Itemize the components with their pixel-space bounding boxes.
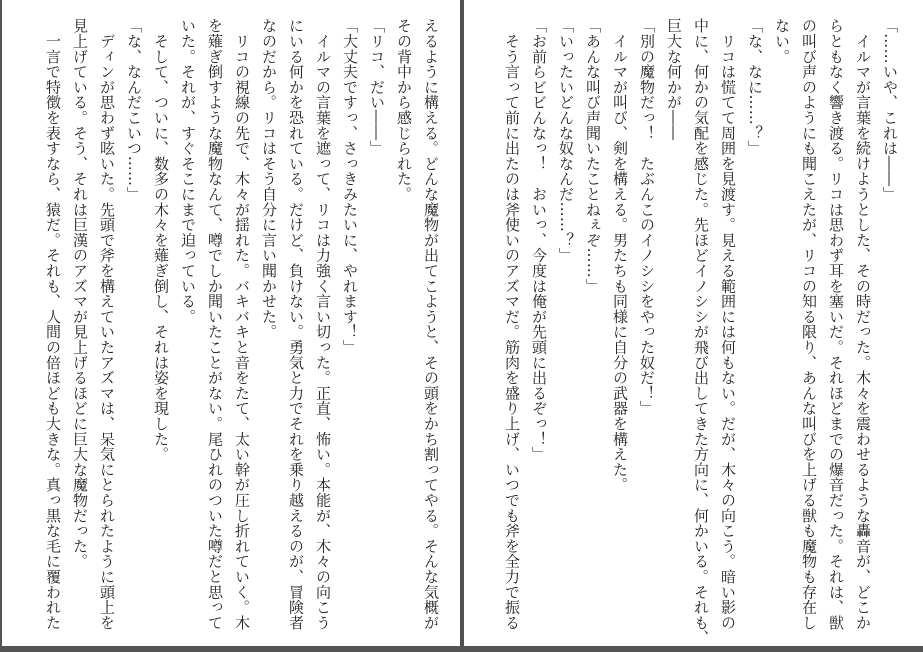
bottom-border [0, 646, 923, 652]
right-page-text [498, 18, 903, 646]
text-line: 「別の魔物だっ！ たぶんこのイノシシをやった奴だ！」 [638, 18, 656, 416]
text-line: 一言で特徴を表すなら、猿だ。それも、人間の倍ほども大きな。真っ黒な毛に覆われた [44, 18, 62, 630]
text-line: そう言って前に出たのは斧使いのアズマだ。筋肉を盛り上げ、いつでも斧を全力で振る [503, 18, 521, 630]
text-line: 「大丈夫ですっ、さっきみたいに、やれます！」 [341, 18, 359, 355]
text-line: ない。 [773, 18, 791, 64]
text-line: 「お前らビビんなっ！ おいっ、今度は俺が先頭に出るぞっ！」 [530, 18, 548, 462]
text-line: にいる何かを恐れている。だけど、負けない。勇気と力でそれを乗り越えるのが、冒険者 [287, 18, 305, 630]
text-line: 見上げている。そう、それは巨漢のアズマが見上げるほどに巨大な魔物だった。 [71, 18, 89, 569]
text-line: イルマが言葉を続けようとした、その時だった。木々を震わせるような轟音が、どこか [854, 18, 872, 630]
text-line: ディンが思わず呟いた。先頭で斧を構えていたアズマは、呆気にとられたように頭上を [98, 18, 116, 630]
text-line: 「リコ、だい――」 [368, 18, 386, 156]
text-line: イルマの言葉を遮って、リコは力強く言い切った。正直、怖い。本能が、木々の向こう [314, 18, 332, 630]
text-line: リコは慌てて周囲を見渡す。見える範囲には何もない。だが、木々の向こう。暗い影の [719, 18, 737, 630]
left-page-text [39, 18, 444, 634]
text-line: えるように構える。どんな魔物が出てこようと、その頭をかち割ってやる。そんな気概が [422, 18, 440, 630]
text-line: 「な、なんだこいつ……」 [125, 18, 143, 202]
left-page [0, 0, 460, 646]
text-line: リコの視線の先で、木々が揺れた。バキバキと音をたて、太い幹が圧し折れていく。木 [233, 18, 251, 630]
text-line: の叫び声のようにも聞こえたが、リコの知る限り、あんな叫びを上げる獣も魔物も存在し [800, 18, 818, 630]
text-line: 「いったいどんな奴なんだ……？」 [557, 18, 575, 263]
text-line: なのだから。リコはそう自分に言い聞かせた。 [260, 18, 278, 340]
text-line: 「な、なに……？」 [746, 18, 764, 156]
right-page [464, 0, 923, 646]
text-line: その背中から感じられた。 [395, 18, 413, 202]
text-line: 巨大な何かが―― [665, 18, 683, 141]
text-line: いた。それが、すぐそこにまで迫っている。 [179, 18, 197, 324]
text-line: を薙ぎ倒すような魔物なんて、噂でしか聞いたことがない。尾ひれのついた噂だと思って [206, 18, 224, 630]
text-line: イルマが叫び、剣を構える。男たちも同様に自分の武器を構えた。 [611, 18, 629, 493]
text-line: 「……いや、これは――」 [881, 18, 899, 202]
text-line: そして、ついに、数多の木々を薙ぎ倒し、それは姿を現した。 [152, 18, 170, 462]
text-line: 中に、何かの気配を感じた。先ほどイノシシが飛び出してきた方向に、何かいる。それも、 [692, 18, 710, 646]
text-line: らともなく響き渡る。リコは思わず耳を塞いだ。それほどまでの爆音だった。それは、獣 [827, 18, 845, 630]
text-line: 「あんな叫び声聞いたことねぇぞ……」 [584, 18, 602, 294]
